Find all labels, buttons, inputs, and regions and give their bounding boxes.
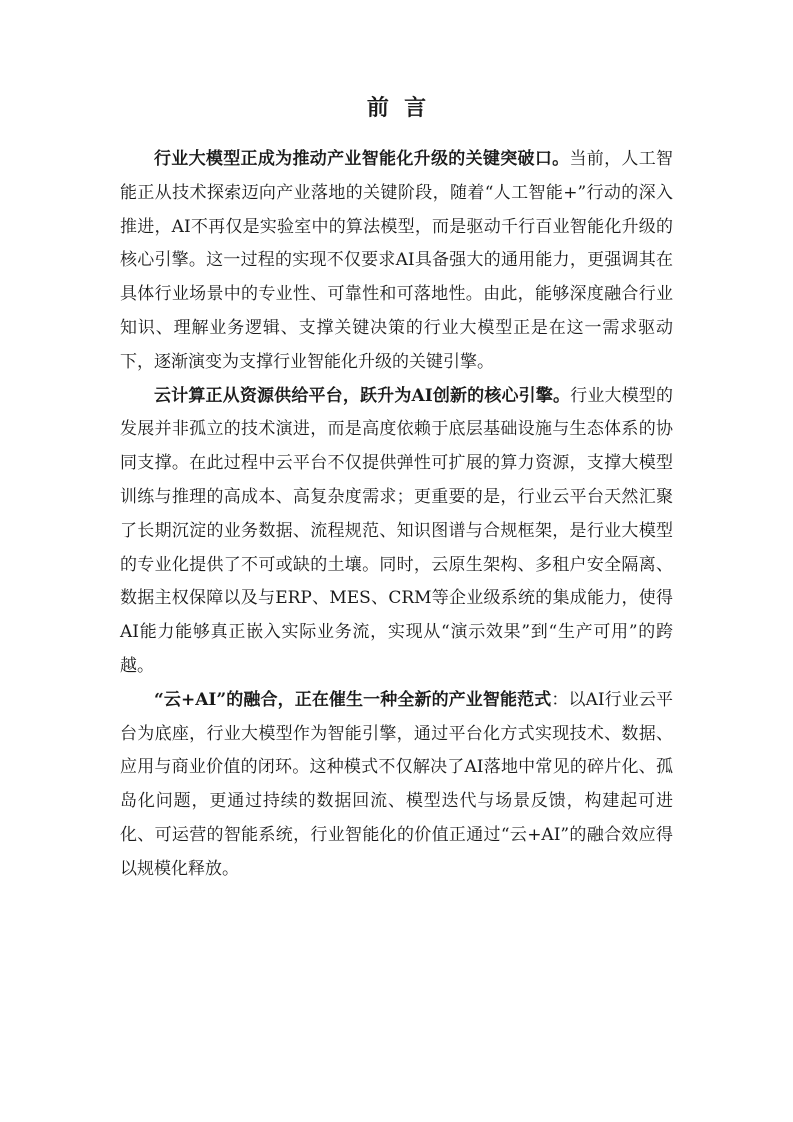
- paragraph-text: 行业大模型的发展并非孤立的技术演进，而是高度依赖于底层基础设施与生态体系的协同支撑。在此过程中云平台不仅提供弹性可扩展的算力资源，支撑大模型训练与推理的高成本、高复杂度需求；更重要的是，行业云平台天然汇聚了长期沉淀的业务数据、流程规范、知识图谱与合规框架，是行业大模型的专业化提供了不可或缺的土壤。同时，云原生架构、多租户安全隔离、数据主权保障以及与ERP、MES、CRM等企业级系统的集成能力，使得AI能力能够真正嵌入实际业务流，实现从“演示效果”到“生产可用”的跨越。: [120, 385, 673, 676]
- paragraph-text: ：以AI行业云平台为底座，行业大模型作为智能引擎，通过平台化方式实现技术、数据、应用与商业价值的闭环。这种模式不仅解决了AI落地中常见的碎片化、孤岛化问题，更通过持续的数据回流、模型迭代与场景反馈，构建起可进化、可运营的智能系统，行业智能化的价值正通过“云+AI”的融合效应得以规模化释放。: [120, 689, 673, 879]
- document-body: [120, 143, 673, 887]
- page-title: 前 言: [366, 95, 427, 121]
- paragraph-lead: 行业大模型正成为推动产业智能化升级的关键突破口。: [154, 149, 570, 169]
- paragraph-cloud-computing: [120, 380, 673, 684]
- paragraph-lead: “云+AI”的融合，正在催生一种全新的产业智能范式: [154, 689, 552, 710]
- paragraph-cloud-ai-fusion: [120, 684, 673, 887]
- paragraph-lead: 云计算正从资源供给平台，跃升为AI创新的核心引擎。: [154, 385, 571, 406]
- paragraph-text: 当前，人工智能正从技术探索迈向产业落地的关键阶段，随着“人工智能+”行动的深入推进，AI不再仅是实验室中的算法模型，而是驱动千行百业智能化升级的核心引擎。这一过程的实现不仅要求AI具备强大的通用能力，更强调其在具体行业场景中的专业性、可靠性和可落地性。由此，能够深度融合行业知识、理解业务逻辑、支撑关键决策的行业大模型正是在这一需求驱动下，逐渐演变为支撑行业智能化升级的关键引擎。: [120, 149, 674, 372]
- paragraph-industry-models: [120, 143, 673, 380]
